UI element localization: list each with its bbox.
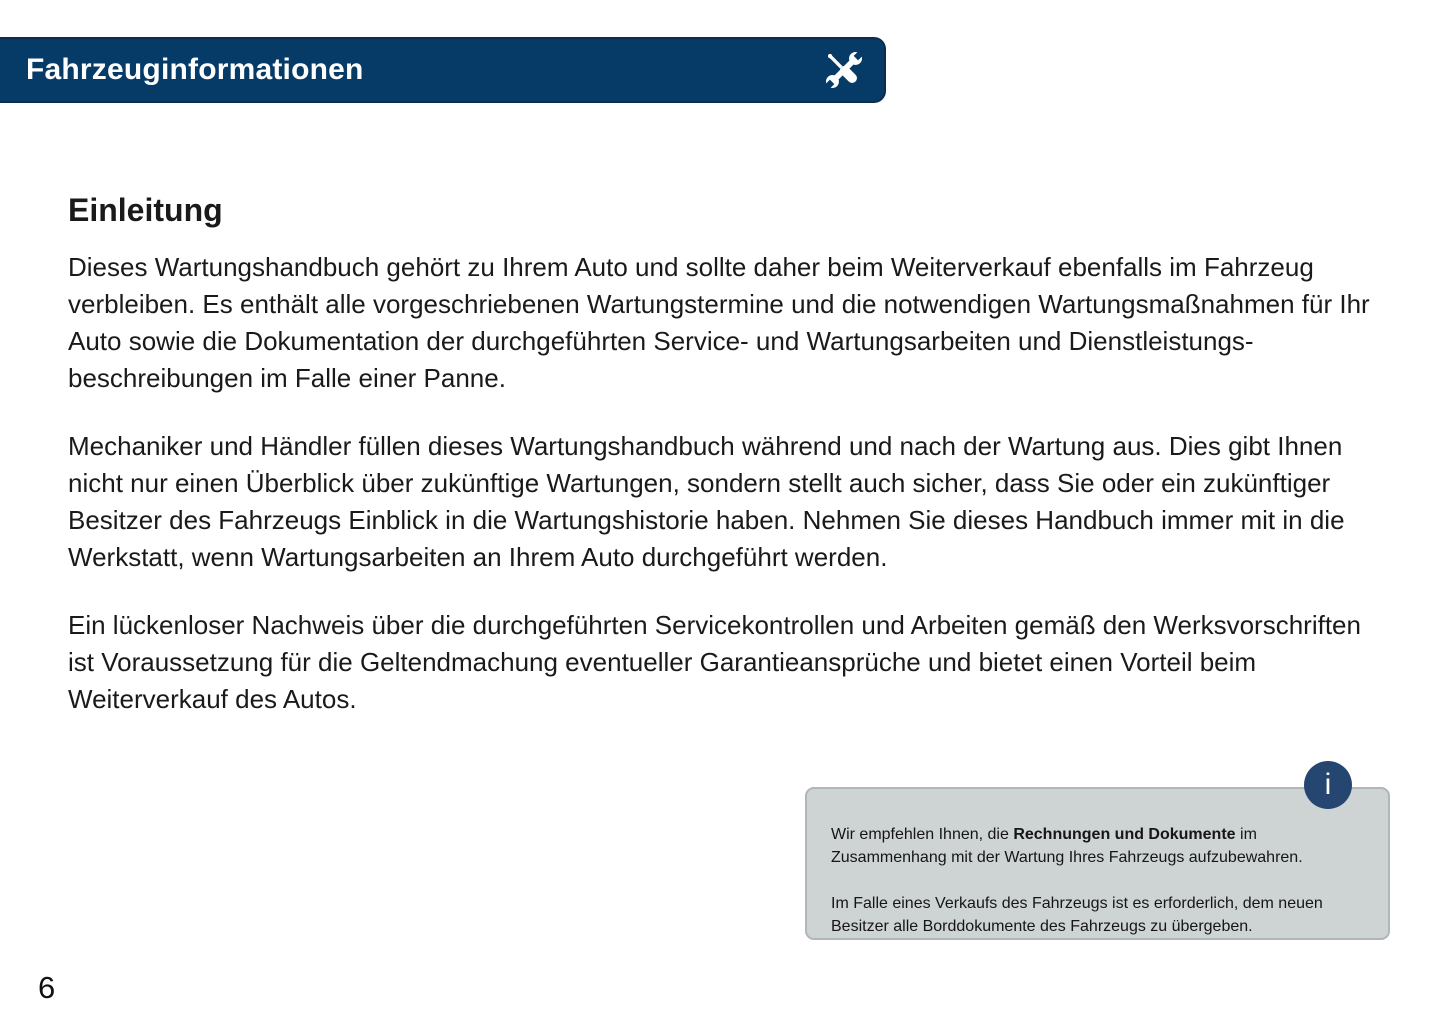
info-note-1-suffix: im Zusammenhang mit der Wartung Ihres Fahrzeugs aufzubewahren. xyxy=(831,826,1303,866)
intro-paragraph-1: Dieses Wartungshandbuch gehört zu Ihrem Auto und sollte daher beim Weiterverkauf ebenfalls im Fahrzeug verbleiben. Es enthält alle vorgeschriebenen Wartungstermine und die notwendigen Wartungsmaßnahmen für Ihr Auto sowie die Dokumentation der durchgeführten Service- und Wartungsarbeiten und Dienstleistungs-beschreibungen im Falle einer Panne. xyxy=(68,252,1370,393)
info-note-1-prefix: Wir empfehlen Ihnen, die xyxy=(831,826,1014,843)
info-note-1-bold: Rechnungen und Dokumente xyxy=(1013,826,1236,843)
section-header-bar xyxy=(0,37,886,103)
tools-icon xyxy=(820,46,868,94)
info-note-box xyxy=(805,787,1390,940)
info-icon-glyph: i xyxy=(1324,768,1332,801)
page-number: 6 xyxy=(38,970,56,1005)
info-note-1 xyxy=(831,823,1362,869)
section-title: Fahrzeuginformationen xyxy=(26,53,364,86)
intro-paragraph-3: Ein lückenloser Nachweis über die durchgeführten Servicekontrollen und Arbeiten gemäß den Werksvorschriften ist Voraussetzung für die Geltendmachung eventueller Garantieansprüche und bietet einen Vorteil beim Weiterverkauf des Autos. xyxy=(68,610,1361,714)
content-area xyxy=(68,192,1380,749)
intro-paragraph-2: Mechaniker und Händler füllen dieses Wartungshandbuch während und nach der Wartung aus. Dies gibt Ihnen nicht nur einen Überblick über zukünftige Wartungen, sondern stellt auch sicher, dass Sie oder ein zukünftiger Besitzer des Fahrzeugs Einblick in die Wartungshistorie haben. Nehmen Sie dieses Handbuch immer mit in die Werkstatt, wenn Wartungsarbeiten an Ihrem Auto durchgeführt werden. xyxy=(68,431,1345,572)
info-note-2: Im Falle eines Verkaufs des Fahrzeugs ist es erforderlich, dem neuen Besitzer alle Borddokumente des Fahrzeugs zu übergeben. xyxy=(831,895,1323,935)
info-icon xyxy=(1304,761,1352,809)
page-heading: Einleitung xyxy=(68,192,223,228)
